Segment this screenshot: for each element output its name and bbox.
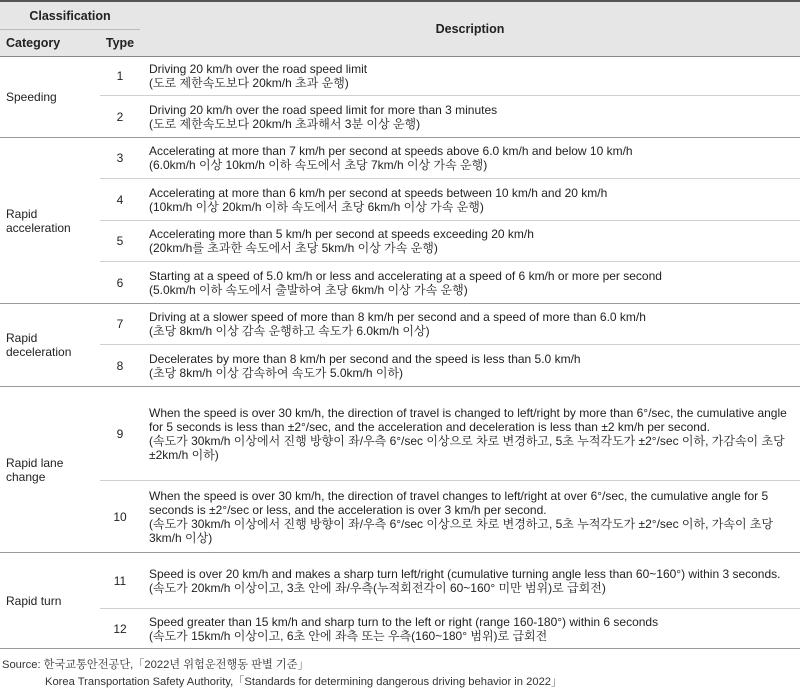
- description-cell: [140, 96, 800, 138]
- description-en: Driving 20 km/h over the road speed limit: [149, 62, 368, 76]
- source-note: [2, 657, 562, 691]
- table-row: [0, 609, 800, 649]
- description-en: Driving at a slower speed of more than 8 km/h per second and a speed of more than 6.0 km/h: [149, 310, 646, 324]
- source-line-1: Source: 한국교통안전공단,「2022년 위험운전행동 판별 기준」: [2, 659, 309, 671]
- description-cell: [140, 387, 800, 481]
- description-en: Decelerates by more than 8 km/h per second and the speed is less than 5.0 km/h: [149, 351, 581, 366]
- type-cell: 1: [100, 57, 140, 96]
- description-ko: (속도가 30km/h 이상에서 진행 방향이 좌/우측 6°/sec 이상으로 차로 변경하고, 5초 누적각도가 ±2°/sec 이하, 가감속이 초당 ±2km/h 이하): [149, 433, 785, 462]
- table-row: [0, 96, 800, 138]
- description-ko: (도로 제한속도보다 20km/h 초과해서 3분 이상 운행): [149, 116, 421, 131]
- type-cell: 2: [100, 96, 140, 138]
- table-row: [0, 57, 800, 96]
- category-cell: Rapid turn: [0, 553, 100, 649]
- description-cell: [140, 481, 800, 553]
- table-row: [0, 179, 800, 221]
- table-row: [0, 345, 800, 387]
- description-en: Starting at a speed of 5.0 km/h or less and accelerating at a speed of 6 km/h or more per second: [149, 268, 662, 283]
- type-cell: 11: [100, 553, 140, 609]
- description-ko: (초당 8km/h 이상 감속 운행하고 속도가 6.0km/h 이상): [149, 324, 430, 338]
- description-ko: (속도가 20km/h 이상이고, 3초 안에 좌/우측(누적회전각이 60~160° 미만 범위)로 급회전): [149, 580, 606, 595]
- description-cell: [140, 304, 800, 345]
- category-cell: Rapid deceleration: [0, 304, 100, 387]
- description-cell: [140, 262, 800, 304]
- description-cell: [140, 609, 800, 649]
- description-ko: (6.0km/h 이상 10km/h 이하 속도에서 초당 7km/h 이상 가속 운행): [149, 158, 488, 172]
- description-en: Speed greater than 15 km/h and sharp turn to the left or right (range 160-180°) within 6 seconds: [149, 614, 659, 629]
- description-en: Driving 20 km/h over the road speed limit for more than 3 minutes: [149, 102, 498, 117]
- table-row: [0, 387, 800, 481]
- category-cell: Speeding: [0, 57, 100, 138]
- description-en: Accelerating at more than 6 km/h per second at speeds between 10 km/h and 20 km/h: [149, 185, 608, 200]
- description-cell: [140, 138, 800, 179]
- description-ko: (속도가 15km/h 이상이고, 6초 안에 좌측 또는 우측(160~180° 범위)로 급회전: [149, 628, 548, 643]
- type-cell: 8: [100, 345, 140, 387]
- category-header: Category: [0, 30, 100, 57]
- table-body: [0, 57, 800, 649]
- category-cell: Rapid lane change: [0, 387, 100, 553]
- type-cell: 3: [100, 138, 140, 179]
- table-row: [0, 481, 800, 553]
- description-en: Accelerating more than 5 km/h per second at speeds exceeding 20 km/h: [149, 227, 534, 241]
- type-cell: 5: [100, 221, 140, 262]
- table-row: [0, 138, 800, 179]
- description-en: Speed is over 20 km/h and makes a sharp turn left/right (cumulative turning angle less than 60~160°) within 3 seconds.: [149, 566, 781, 581]
- description-ko: (속도가 30km/h 이상에서 진행 방향이 좌/우측 6°/sec 이상으로 차로 변경하고, 5초 누적각도가 ±2°/sec 이하, 가속이 초당 3km/h 이상): [149, 516, 774, 545]
- description-cell: [140, 221, 800, 262]
- table-header: [0, 1, 800, 57]
- table-row: [0, 221, 800, 262]
- source-line-2: Korea Transportation Safety Authority,「Standards for determining dangerous driving behavior in 2022」: [45, 676, 563, 688]
- description-en: Accelerating at more than 7 km/h per second at speeds above 6.0 km/h and below 10 km/h: [149, 144, 633, 158]
- classification-header: Classification: [0, 1, 140, 30]
- description-cell: [140, 553, 800, 609]
- description-cell: [140, 345, 800, 387]
- type-cell: 9: [100, 387, 140, 481]
- description-header: Description: [140, 1, 800, 57]
- description-cell: [140, 179, 800, 221]
- description-cell: [140, 57, 800, 96]
- description-ko: (20km/h를 초과한 속도에서 초당 5km/h 이상 가속 운행): [149, 241, 438, 255]
- type-cell: 7: [100, 304, 140, 345]
- type-header: Type: [100, 30, 140, 57]
- category-cell: Rapid acceleration: [0, 138, 100, 304]
- type-cell: 10: [100, 481, 140, 553]
- table-row: [0, 262, 800, 304]
- description-en: When the speed is over 30 km/h, the direction of travel is changed to left/right by more than 6°/sec, the cumulative angle for 5 seconds is less than ±2°/sec, and the acceleration and deceleration is less than ±2 km/h per second.: [149, 405, 787, 434]
- type-cell: 12: [100, 609, 140, 649]
- description-ko: (도로 제한속도보다 20km/h 초과 운행): [149, 76, 349, 90]
- type-cell: 4: [100, 179, 140, 221]
- type-cell: 6: [100, 262, 140, 304]
- table-row: [0, 553, 800, 609]
- description-ko: (10km/h 이상 20km/h 이하 속도에서 초당 6km/h 이상 가속 운행): [149, 199, 484, 214]
- table-row: [0, 304, 800, 345]
- description-ko: (초당 8km/h 이상 감속하여 속도가 5.0km/h 이하): [149, 365, 404, 380]
- description-en: When the speed is over 30 km/h, the direction of travel changes to left/right at over 6°/sec, the cumulative angle for 5 seconds is ±2°/sec or less, and the acceleration is over 3 km/h per second.: [149, 488, 769, 517]
- description-ko: (5.0km/h 이하 속도에서 출발하여 초당 6km/h 이상 가속 운행): [149, 282, 468, 297]
